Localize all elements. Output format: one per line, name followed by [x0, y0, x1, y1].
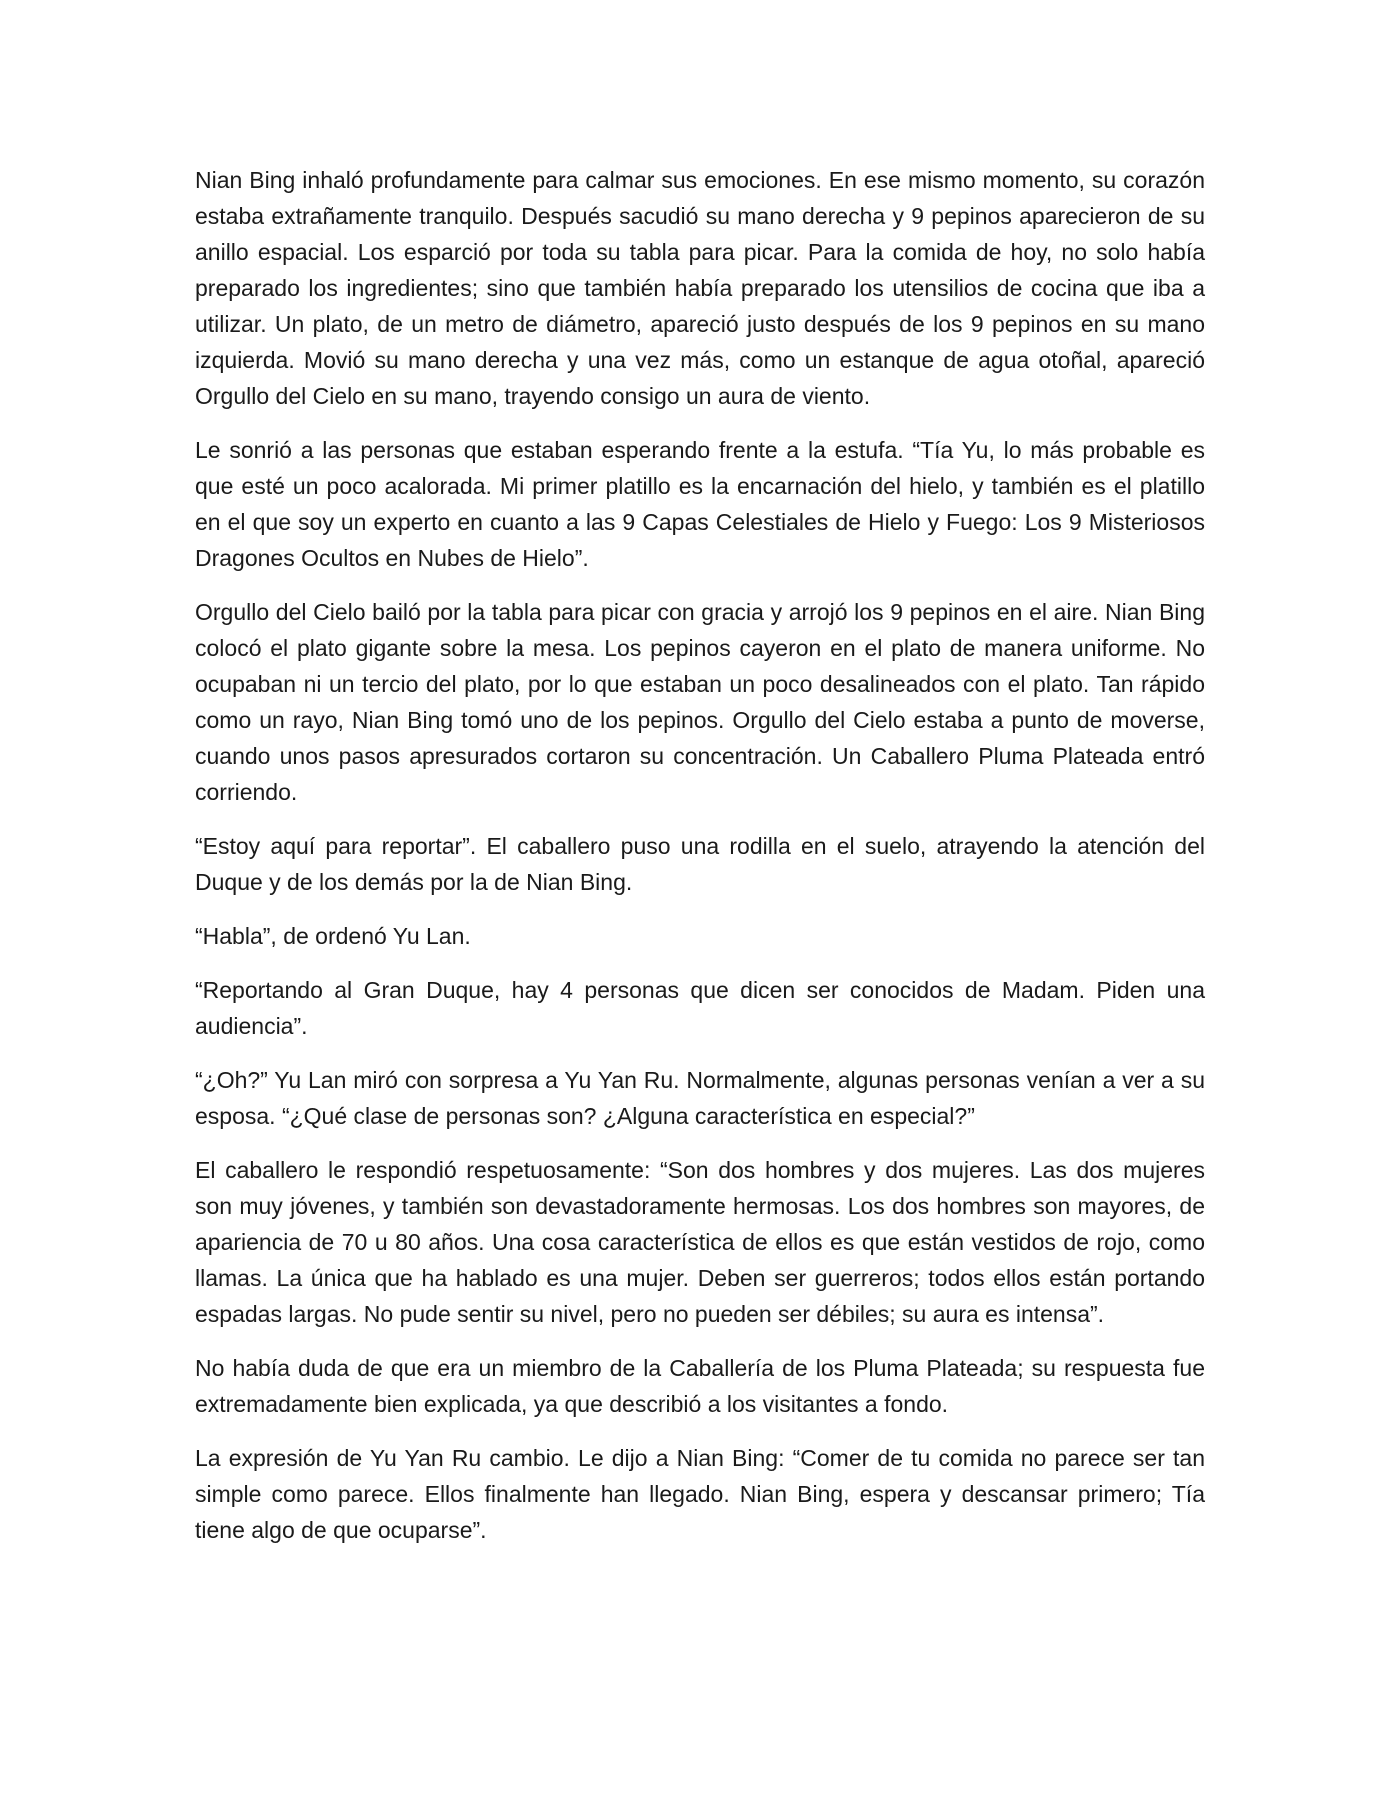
- paragraph-10: La expresión de Yu Yan Ru cambio. Le dijo a Nian Bing: “Comer de tu comida no parece ser tan simple como parece. Ellos finalmente han llegado. Nian Bing, espera y descansar primero; Tía tiene algo de que ocuparse”.: [195, 1445, 1205, 1543]
- paragraph-5: “Habla”, de ordenó Yu Lan.: [195, 923, 471, 949]
- paragraph-2: Le sonrió a las personas que estaban esperando frente a la estufa. “Tía Yu, lo más probable es que esté un poco acalorada. Mi primer platillo es la encarnación del hielo, y también es el platillo en el que soy un experto en cuanto a las 9 Capas Celestiales de Hielo y Fuego: Los 9 Misteriosos Dragones Ocultos en Nubes de Hielo”.: [195, 437, 1205, 571]
- paragraph-8: El caballero le respondió respetuosamente: “Son dos hombres y dos mujeres. Las dos mujeres son muy jóvenes, y también son devastadoramente hermosas. Los dos hombres son mayores, de apariencia de 70 u 80 años. Una cosa característica de ellos es que están vestidos de rojo, como llamas. La única que ha hablado es una mujer. Deben ser guerreros; todos ellos están portando espadas largas. No pude sentir su nivel, pero no pueden ser débiles; su aura es intensa”.: [195, 1157, 1205, 1327]
- paragraph-4: “Estoy aquí para reportar”. El caballero puso una rodilla en el suelo, atrayendo la atención del Duque y de los demás por la de Nian Bing.: [195, 833, 1205, 895]
- paragraph-9: No había duda de que era un miembro de la Caballería de los Pluma Plateada; su respuesta fue extremadamente bien explicada, ya que describió a los visitantes a fondo.: [195, 1355, 1205, 1417]
- document-page: [195, 162, 1205, 1566]
- paragraph-1: Nian Bing inhaló profundamente para calmar sus emociones. En ese mismo momento, su corazón estaba extrañamente tranquilo. Después sacudió su mano derecha y 9 pepinos aparecieron de su anillo espacial. Los esparció por toda su tabla para picar. Para la comida de hoy, no solo había preparado los ingredientes; sino que también había preparado los utensilios de cocina que iba a utilizar. Un plato, de un metro de diámetro, apareció justo después de los 9 pepinos en su mano izquierda. Movió su mano derecha y una vez más, como un estanque de agua otoñal, apareció Orgullo del Cielo en su mano, trayendo consigo un aura de viento.: [195, 167, 1205, 409]
- paragraph-6: “Reportando al Gran Duque, hay 4 personas que dicen ser conocidos de Madam. Piden una audiencia”.: [195, 977, 1205, 1039]
- paragraph-7: “¿Oh?” Yu Lan miró con sorpresa a Yu Yan Ru. Normalmente, algunas personas venían a ver a su esposa. “¿Qué clase de personas son? ¿Alguna característica en especial?”: [195, 1067, 1205, 1129]
- paragraph-3: Orgullo del Cielo bailó por la tabla para picar con gracia y arrojó los 9 pepinos en el aire. Nian Bing colocó el plato gigante sobre la mesa. Los pepinos cayeron en el plato de manera uniforme. No ocupaban ni un tercio del plato, por lo que estaban un poco desalineados con el plato. Tan rápido como un rayo, Nian Bing tomó uno de los pepinos. Orgullo del Cielo estaba a punto de moverse, cuando unos pasos apresurados cortaron su concentración. Un Caballero Pluma Plateada entró corriendo.: [195, 599, 1205, 805]
